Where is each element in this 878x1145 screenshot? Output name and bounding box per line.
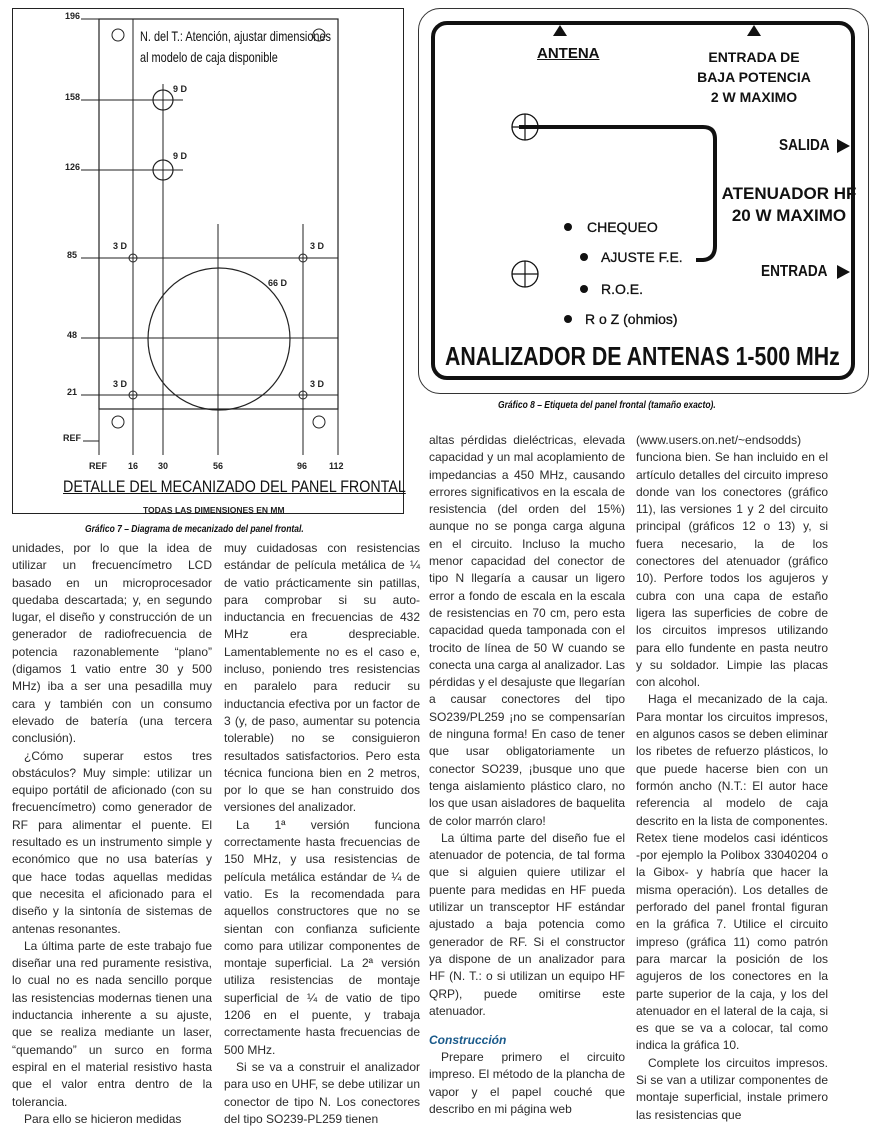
label-title: ANALIZADOR DE ANTENAS 1-500 MHz: [445, 341, 840, 371]
translator-note-line-1: N. del T.: Atención, ajustar dimensiones: [140, 28, 332, 44]
entrada-baja-label: [674, 47, 834, 107]
switch-dot-roe: [580, 285, 588, 293]
switch-label-roz: R o Z (ohmios): [585, 311, 678, 327]
paragraph: La última parte del diseño fue el atenuador de potencia, de tal forma que si alguien quiere utilizar el puente para medidas en HF pueda utilizar un transceptor HF estándar ajustado a baja potencia como generador de RF. Si el constructor ya dispone de un analizador para HF (N. T.: o si utilizan un equipo HF QRP), puede omitirse este atenuador.: [429, 830, 625, 1018]
paragraph: Prepare primero el circuito impreso. El método de la plancha de vapor y el papel couché que describo en mi página web: [429, 1050, 625, 1116]
y-label-48: 48: [67, 330, 78, 340]
switch-label-chequeo: CHEQUEO: [587, 219, 658, 235]
paragraph: La última parte de este trabajo fue diseñar una red puramente resistiva, lo cual no es nada sencillo porque las resistencias modernas tienen una inductancia inherente a su ajuste, que se realiza mediante un laser, “quemando” un surco en forma espiral en el material resistivo hasta que el valor entra dentro de la tolerancia.: [12, 938, 212, 1109]
translator-note-line-2: al modelo de caja disponible: [140, 49, 278, 65]
y-label-21: 21: [67, 387, 78, 397]
switch-dot-ajuste: [580, 253, 588, 261]
switch-label-ajuste: AJUSTE F.E.: [601, 249, 683, 265]
x-label-56: 56: [213, 461, 224, 471]
hole-label-9d: 9 D: [173, 84, 188, 94]
x-label-30: 30: [158, 461, 169, 471]
x-label-112: 112: [329, 461, 344, 471]
hole-label-9d: 9 D: [173, 151, 188, 161]
paragraph: (www.users.on.net/~endsodds) funciona bien. Se han incluido en el artículo detalles del circuito impreso donde van los conectores (gráfico 11), las versiones 1 y 2 del circuito principal (gráficos 12 o 13) y, si fuera necesario, la de los conectores del atenuador (gráfico 10). Perfore todos los agujeros y cubra con una capa de estaño ligera las superficies de cobre de los circuitos impresos utilizando para ello fundente en pasta neutro y su soldador. Limpie las placas con alcohol.: [636, 433, 828, 690]
y-label-ref: REF: [63, 433, 81, 443]
section-heading-construccion: Construcción: [429, 1033, 507, 1048]
paragraph: unidades, por lo que la idea de utilizar un frecuencímetro LCD basado en un microprocesador quedaba descartada; y, en segundo lugar, el diseño y construcción de un generador de radiofrecuencia de potencia razonablemente “plano” (digamos 1 vatio entre 30 y 500 MHz) iba a ser una pesadilla muy cara y también con un consumo elevado de batería (una tercera conclusión).: [12, 541, 212, 746]
hole-label-3d: 3 D: [310, 241, 325, 251]
article-column-4: [636, 432, 828, 1124]
entrada-baja-line-2: BAJA POTENCIA: [697, 69, 811, 85]
paragraph: Complete los circuitos impresos. Si se van a utilizar componentes de montaje superficial, instale primero las resistencias que: [636, 1055, 828, 1122]
article-column-2: [224, 540, 420, 1128]
x-label-16: 16: [128, 461, 139, 471]
entrada-arrow-icon: [837, 265, 850, 279]
hole-66d: [148, 268, 290, 410]
hole-label-3d: 3 D: [113, 241, 128, 251]
switch-dot-chequeo: [564, 223, 572, 231]
y-label-126: 126: [65, 162, 81, 172]
x-label-96: 96: [297, 461, 308, 471]
entrada-baja-line-3: 2 W MAXIMO: [710, 89, 798, 105]
figure-8-front-panel-label: [418, 8, 869, 394]
entrada-label: ENTRADA: [761, 263, 828, 280]
switch-dot-roz: [564, 315, 572, 323]
y-label-196: 196: [65, 11, 81, 21]
antena-connector-marker-icon: [553, 25, 567, 36]
mounting-hole: [313, 416, 325, 428]
atenuador-label: [719, 183, 859, 227]
article-column-3: [429, 432, 625, 1118]
figure-8-caption: Gráfico 8 – Etiqueta del panel frontal (tamaño exacto).: [498, 400, 716, 411]
paragraph: ¿Cómo superar estos tres obstáculos? Muy simple: utilizar un equipo portátil de aficionado (con su frecuencímetro) como generador de RF para alimentar el puente. El resultado es un instrumento simple y económico que no usa baterías y que hace todas aquellas medidas que necesita el aficionado para el diseño y la sintonía de sistemas de antenas resonantes.: [12, 748, 212, 936]
antena-link-line: [519, 127, 715, 260]
translator-note: [140, 26, 331, 68]
diagram-subtitle: TODAS LAS DIMENSIONES EN MM: [143, 505, 285, 515]
hole-label-66d: 66 D: [268, 278, 288, 288]
paragraph: Haga el mecanizado de la caja. Para montar los circuitos impresos, en algunos casos se deben eliminar los ribetes de refuerzo plásticos, lo que puede hacerse bien con un formón ancho (N.T.: El autor hace referencia al modelo de caja descrito en la lista de componentes. Retex tiene modelos casi idénticos -por ejemplo la Polibox 33040204 o la Gibox- y habría que hacer la misma operación). Los detalles de perforado del panel frontal figuran en la gráfica 7. Utilice el circuito impreso (gráfica 11) como patrón para marcar la posición de los agujeros de los conectores en la parte superior de la caja, y los del atenuador en el lateral de la caja, si es que se va a colocar, tal como indica la gráfica 10.: [636, 692, 828, 1053]
salida-arrow-icon: [837, 139, 850, 153]
paragraph: muy cuidadosas con resistencias estándar de película metálica de ¼ de vatio prácticamente sin patillas, para comprobar si su auto-inductancia en frecuencias de 432 MHz era despreciable. Lamentablemente no es el caso e, incluso, poniendo tres resistencias en paralelo para reducir su inductancia efectiva por un factor de 3 (y, de paso, aumentar su potencia tolerable) no se consiguieron resultados satisfactorios. Pero esta técnica funciona bien en 2 metros, por lo que se han construido dos versiones del analizador.: [224, 541, 420, 815]
diagram-title: DETALLE DEL MECANIZADO DEL PANEL FRONTAL: [63, 477, 406, 496]
paragraph: altas pérdidas dieléctricas, elevada capacidad y un mal acoplamiento de impedancias a 450 MHz, causando errores significativos en la escala de resistencia (del orden del 15%) aunque no se ponga carga alguna en el circuito. Incluso la mucho menor capacidad del conector de tipo N llegaría a causar un ligero error a fondo de escala en la escala de resistencias en 70 cm, pero esta capacidad queda tamponada con el trocito de línea de 50 W cuando se conecta una carga al analizador. Las pérdidas y el desajuste que llegarían a causar conectores del tipo SO239/PL259 ¡no se compensarían de ninguna forma! En caso de tener que usar obligatoriamente un conector SO239, ¡busque uno que tenga aislamiento plástico claro, no los que usan aisladores de baquelita de color marrón claro!: [429, 433, 625, 828]
antena-label: ANTENA: [537, 45, 600, 62]
paragraph: La 1ª versión funciona correctamente hasta frecuencias de 150 MHz, y usa resistencias de película metálica estándar de ¼ de vatio. Es la recomendada para aquellos constructores que no se sientan con confianza suficiente como para utilizar componentes de montaje superficial. La 2ª versión utiliza resistencias de montaje superficial de ¼ de vatio de tipo 1206 en el puente, y trabaja correctamente hasta frecuencias de 500 MHz.: [224, 817, 420, 1057]
hole-label-3d: 3 D: [310, 379, 325, 389]
salida-label: SALIDA: [779, 137, 830, 154]
hole-label-3d: 3 D: [113, 379, 128, 389]
figure-7-caption: Gráfico 7 – Diagrama de mecanizado del panel frontal.: [85, 524, 304, 535]
entrada-baja-connector-marker-icon: [747, 25, 761, 36]
x-label-ref: REF: [89, 461, 107, 471]
entrada-baja-line-1: ENTRADA DE: [708, 49, 800, 65]
paragraph: Para ello se hicieron medidas: [24, 1111, 182, 1126]
paragraph: Si se va a construir el analizador para uso en UHF, se debe utilizar un conector de tipo N. Los conectores del tipo SO239-PL259 tienen: [224, 1059, 420, 1126]
switch-label-roe: R.O.E.: [601, 281, 644, 297]
figure-7-panel-drilling-diagram: [12, 8, 404, 514]
atenuador-line-2: 20 W MAXIMO: [731, 206, 847, 225]
mounting-hole: [112, 29, 124, 41]
y-label-85: 85: [67, 250, 78, 260]
y-label-158: 158: [65, 92, 81, 102]
mounting-hole: [112, 416, 124, 428]
article-column-1: [12, 540, 212, 1128]
atenuador-line-1: ATENUADOR HF: [721, 184, 857, 203]
